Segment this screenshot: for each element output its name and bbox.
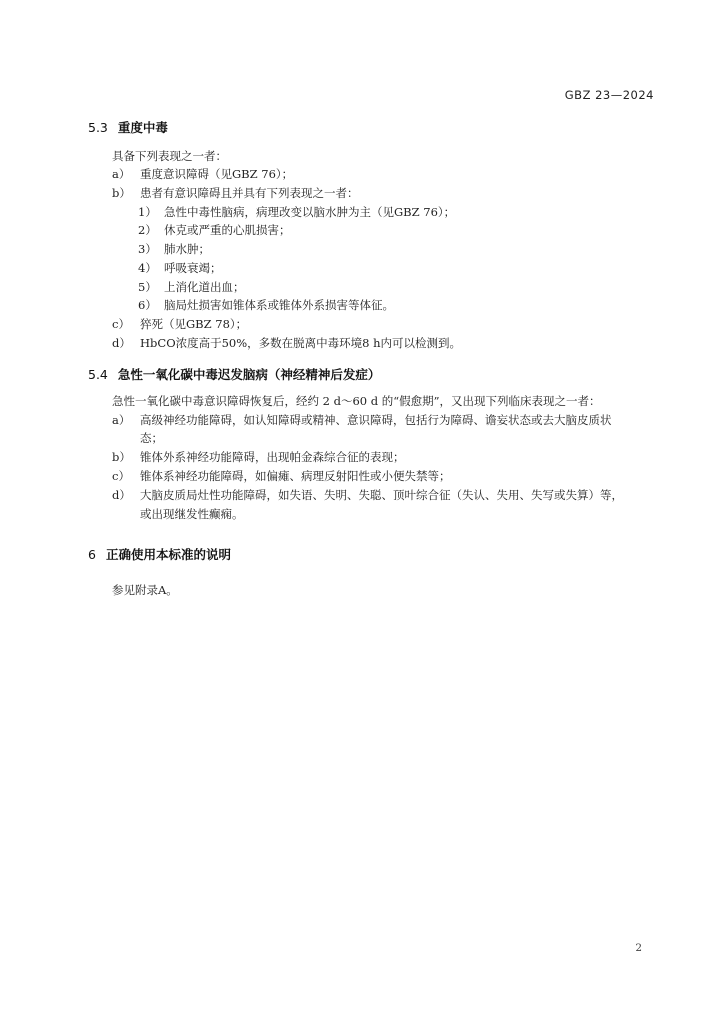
list-text: 患者有意识障碍且并具有下列表现之一者： bbox=[140, 186, 359, 200]
section-number: 6 bbox=[88, 547, 96, 562]
list-item-c bbox=[112, 316, 247, 332]
section-5-4-heading bbox=[88, 365, 380, 383]
sub-marker: 5） bbox=[138, 280, 157, 294]
section-number: 5.3 bbox=[88, 120, 108, 135]
list-item-d-continuation: 或出现继发性癫痫。 bbox=[140, 507, 244, 521]
page-number: 2 bbox=[635, 942, 642, 954]
sub-marker: 2） bbox=[138, 223, 157, 237]
list-marker: c） bbox=[112, 469, 130, 483]
list-marker: b） bbox=[112, 450, 131, 464]
list-marker: d） bbox=[112, 336, 131, 350]
sub-text: 休克或严重的心肌损害； bbox=[164, 223, 291, 237]
section-title: 正确使用本标准的说明 bbox=[105, 547, 231, 562]
sub-text: 肺水肿； bbox=[164, 242, 210, 256]
list-marker: a） bbox=[112, 167, 131, 181]
sub-text: 上消化道出血； bbox=[164, 280, 245, 294]
sub-item-2 bbox=[138, 222, 291, 238]
list-item-a bbox=[112, 412, 612, 428]
section-title: 重度中毒 bbox=[117, 120, 168, 135]
section-title: 急性一氧化碳中毒迟发脑病（神经精神后发症） bbox=[117, 367, 381, 382]
sub-marker: 6） bbox=[138, 298, 157, 312]
list-text: 猝死（见GBZ 78）； bbox=[140, 317, 248, 331]
list-marker: b） bbox=[112, 186, 131, 200]
sub-item-4 bbox=[138, 260, 222, 276]
sub-item-3 bbox=[138, 241, 210, 257]
sub-text: 脑局灶损害如锥体系或锥体外系损害等体征。 bbox=[164, 298, 394, 312]
list-item-b bbox=[112, 449, 405, 465]
list-text: 大脑皮质局灶性功能障碍，如失语、失明、失聪、顶叶综合征（失认、失用、失写或失算）等， bbox=[140, 488, 623, 502]
list-text: HbCO浓度高于50%，多数在脱离中毒环境8 h内可以检测到。 bbox=[140, 336, 462, 350]
section-5-3-heading bbox=[88, 118, 168, 136]
sub-marker: 3） bbox=[138, 242, 157, 256]
list-marker: a） bbox=[112, 413, 131, 427]
section-6-heading bbox=[88, 545, 231, 563]
list-text: 锥体外系神经功能障碍，出现帕金森综合征的表现； bbox=[140, 450, 405, 464]
sub-marker: 1） bbox=[138, 205, 157, 219]
list-item-d bbox=[112, 335, 461, 351]
sub-marker: 4） bbox=[138, 261, 157, 275]
sub-text: 呼吸衰竭； bbox=[164, 261, 222, 275]
list-item-d bbox=[112, 487, 623, 503]
sub-item-6 bbox=[138, 297, 394, 313]
section-5-4-intro: 急性一氧化碳中毒意识障碍恢复后，经约 2 d～60 d 的“假愈期”，又出现下列临床表现之一者： bbox=[112, 394, 601, 408]
sub-item-1 bbox=[138, 204, 455, 220]
sub-item-5 bbox=[138, 279, 245, 295]
list-text: 重度意识障碍（见GBZ 76）； bbox=[140, 167, 294, 181]
list-item-a bbox=[112, 166, 293, 182]
list-text: 高级神经功能障碍，如认知障碍或精神、意识障碍，包括行为障碍、谵妄状态或去大脑皮质状 bbox=[140, 413, 612, 427]
list-marker: d） bbox=[112, 488, 131, 502]
list-item-b bbox=[112, 185, 359, 201]
list-marker: c） bbox=[112, 317, 130, 331]
standard-code: GBZ 23—2024 bbox=[564, 88, 654, 102]
section-number: 5.4 bbox=[88, 367, 108, 382]
sub-text: 急性中毒性脑病，病理改变以脑水肿为主（见GBZ 76）； bbox=[164, 205, 456, 219]
list-text: 锥体系神经功能障碍，如偏瘫、病理反射阳性或小便失禁等； bbox=[140, 469, 451, 483]
section-6-text: 参见附录A。 bbox=[112, 583, 178, 597]
section-5-3-intro: 具备下列表现之一者： bbox=[112, 149, 227, 163]
list-item-c bbox=[112, 468, 451, 484]
list-item-a-continuation: 态； bbox=[140, 431, 163, 445]
